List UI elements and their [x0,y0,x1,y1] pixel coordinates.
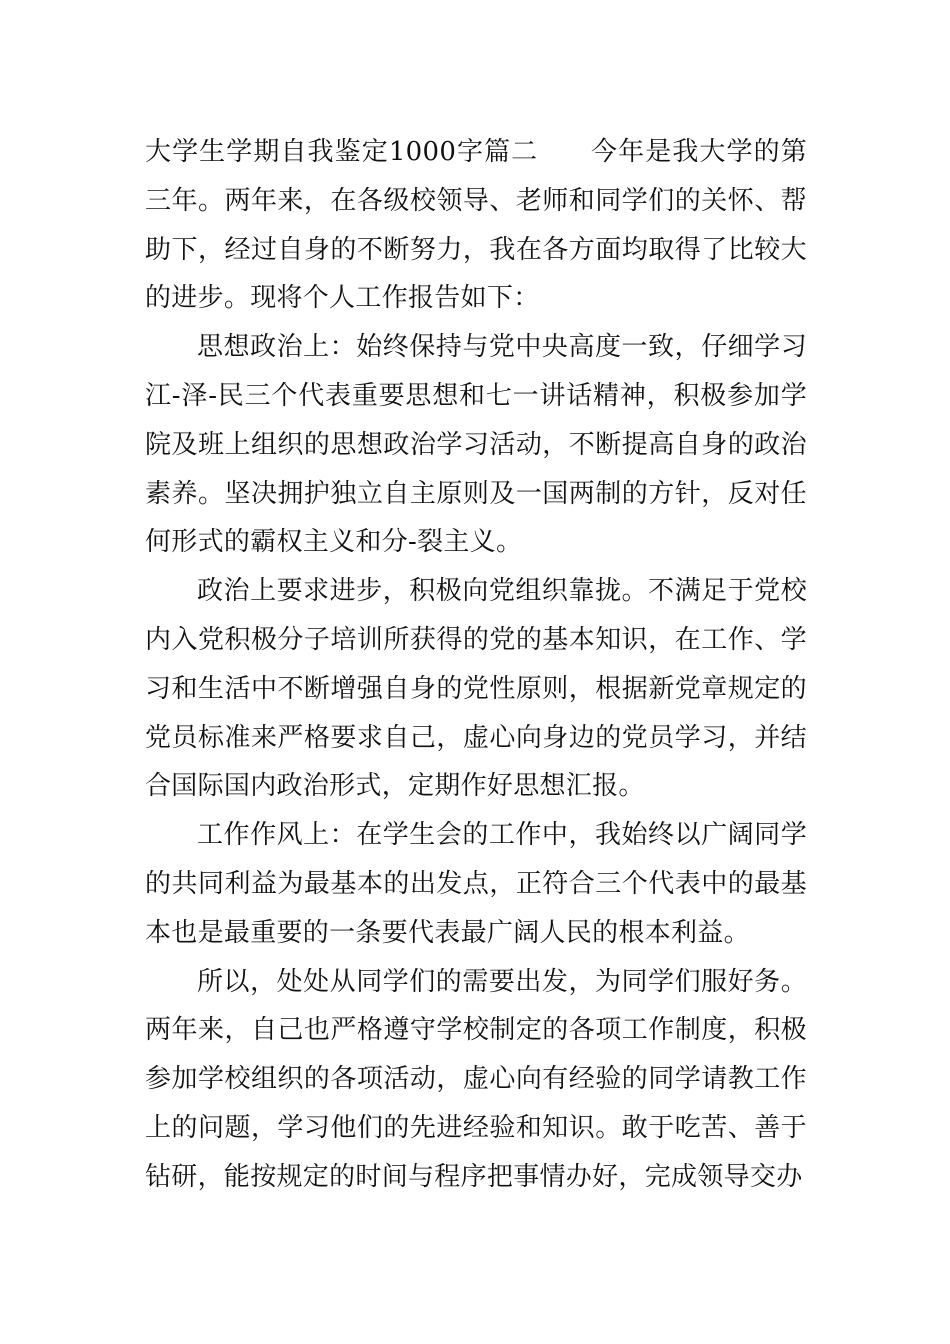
document-body [145,128,807,1202]
paragraph-work-style: 工作作风上：在学生会的工作中，我始终以广阔同学的共同利益为最基本的出发点，正符合三个代表中的最基本也是最重要的一条要代表最广阔人民的根本利益。 [145,820,807,948]
intro-paragraph [145,128,807,323]
paragraph-ideology: 思想政治上：始终保持与党中央高度一致，仔细学习江-泽-民三个代表重要思想和七一讲话精神，积极参加学院及班上组织的思想政治学习活动，不断提高自身的政治素养。坚决拥护独立自主原则及一国两制的方针，反对任何形式的霸权主义和分-裂主义。 [145,332,807,558]
paragraph-politics: 政治上要求进步，积极向党组织靠拢。不满足于党校内入党积极分子培训所获得的党的基本知识，在工作、学习和生活中不断增强自身的党性原则，根据新党章规定的党员标准来严格要求自己，虚心向身边的党员学习，并结合国际国内政治形式，定期作好思想汇报。 [145,576,807,802]
paragraph-service: 所以，处处从同学们的需要出发，为同学们服好务。两年来，自己也严格遵守学校制定的各项工作制度，积极参加学校组织的各项活动，虚心向有经验的同学请教工作上的问题，学习他们的先进经验和知识。敢于吃苦、善于钻研，能按规定的时间与程序把事情办好，完成领导交办 [145,966,807,1192]
intro-text: 今年是我大学的第三年。两年来，在各级校领导、老师和同学们的关怀、帮助下，经过自身的不断努力，我在各方面均取得了比较大的进步。现将个人工作报告如下： [145,137,807,314]
heading-run: 大学生学期自我鉴定1000字篇二 [145,137,539,167]
